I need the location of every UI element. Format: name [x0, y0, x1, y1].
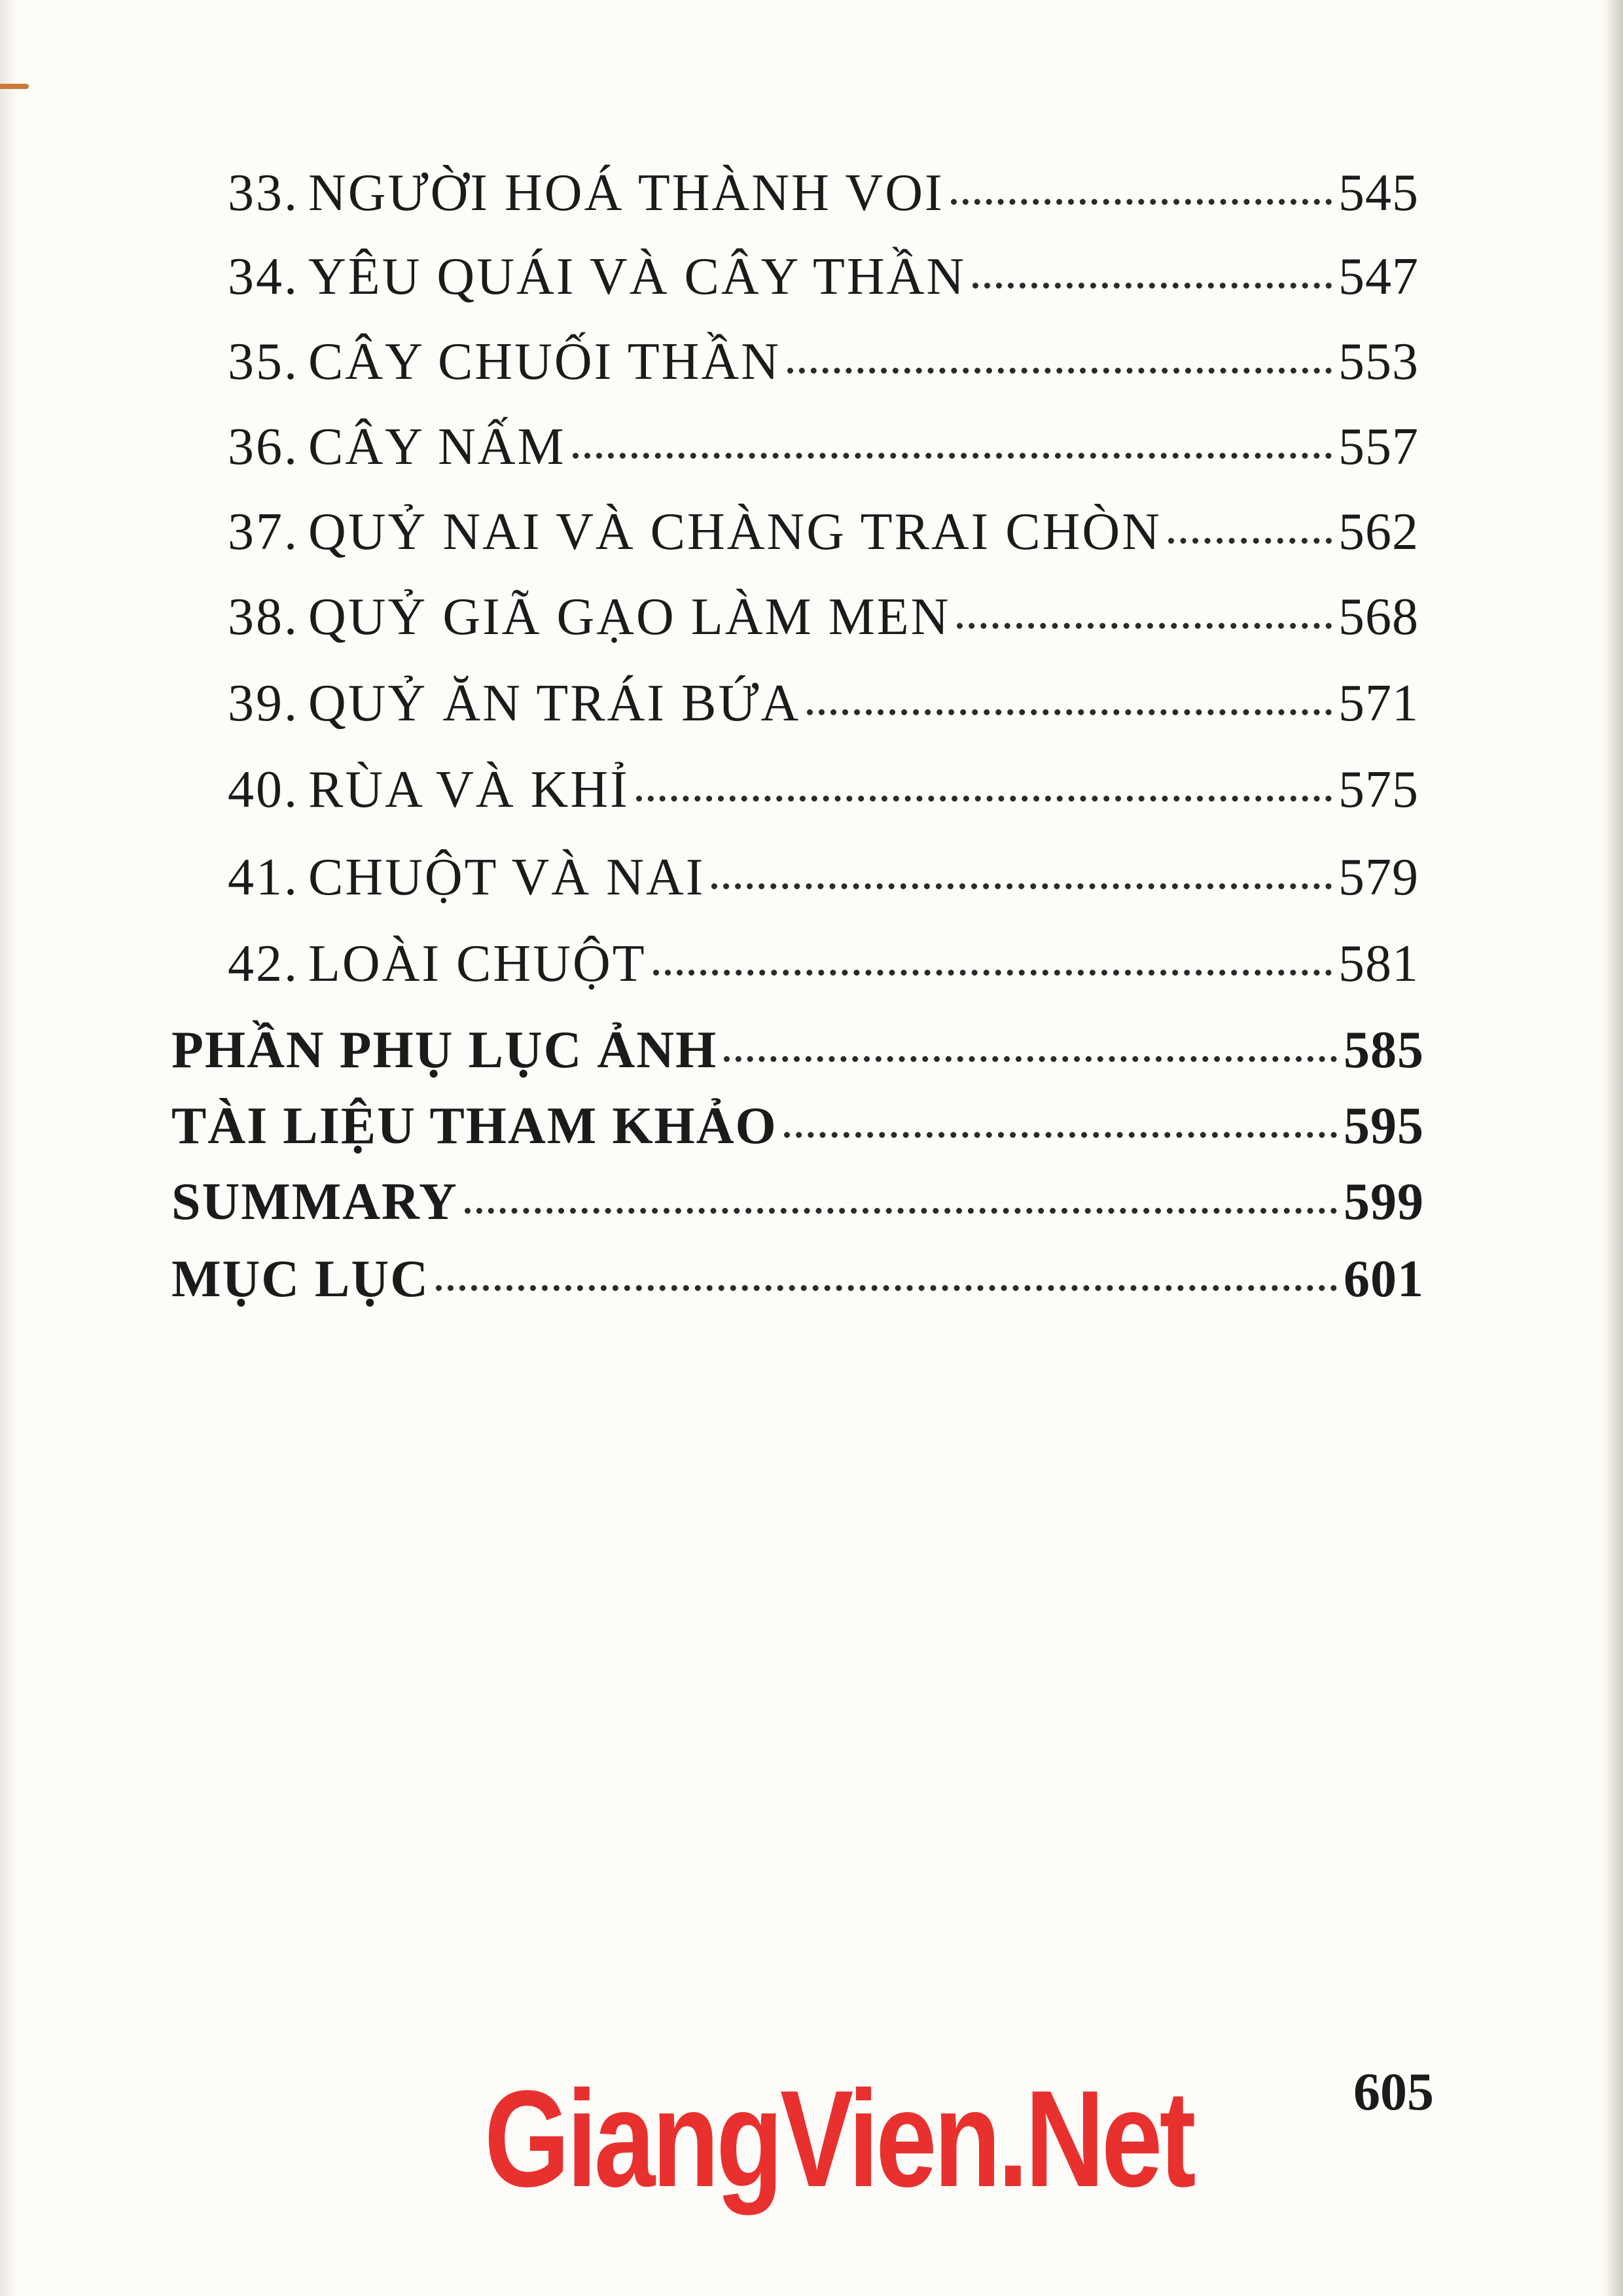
toc-entry-33	[228, 164, 1419, 223]
toc-entry-41	[228, 848, 1419, 908]
dot-leader	[972, 283, 1332, 289]
page-edge-mark	[0, 84, 29, 89]
entry-number: 35.	[228, 333, 299, 391]
toc-section-contents	[171, 1250, 1424, 1309]
dot-leader	[573, 453, 1332, 459]
section-title: PHẦN PHỤ LỤC ẢNH	[171, 1021, 718, 1079]
toc-section-summary	[171, 1173, 1424, 1232]
entry-title: CÂY NẤM	[308, 418, 566, 476]
entry-page-number: 571	[1338, 675, 1419, 732]
entry-title: CÂY CHUỐI THẦN	[308, 333, 781, 391]
toc-entry-34	[228, 247, 1419, 307]
entry-number: 40.	[228, 761, 299, 819]
entry-number: 33.	[228, 164, 299, 222]
toc-entry-39	[228, 674, 1419, 733]
page-number: 605	[1353, 2062, 1434, 2121]
toc-section-references	[171, 1097, 1424, 1156]
entry-number: 42.	[228, 935, 299, 993]
entry-page-number: 557	[1338, 418, 1419, 476]
entry-number: 37.	[228, 503, 299, 561]
entry-title: YÊU QUÁI VÀ CÂY THẦN	[308, 248, 967, 306]
dot-leader	[1168, 538, 1332, 544]
toc-entry-40	[228, 760, 1419, 820]
dot-leader	[957, 623, 1332, 629]
entry-page-number: 575	[1338, 761, 1419, 819]
toc-section-photo-appendix	[171, 1021, 1424, 1080]
entry-number: 36.	[228, 418, 299, 476]
entry-title: RÙA VÀ KHỈ	[308, 761, 630, 819]
toc-entry-35	[228, 332, 1419, 392]
entry-number: 39.	[228, 675, 299, 732]
section-title: SUMMARY	[171, 1173, 458, 1231]
entry-page-number: 553	[1338, 333, 1419, 391]
entry-title: QUỶ NAI VÀ CHÀNG TRAI CHÒN	[308, 503, 1162, 561]
entry-page-number: 579	[1338, 849, 1419, 906]
dot-leader	[653, 970, 1332, 976]
section-page-number: 599	[1344, 1173, 1424, 1231]
section-page-number: 585	[1344, 1021, 1424, 1079]
entry-page-number: 581	[1338, 935, 1419, 993]
entry-title: LOÀI CHUỘT	[308, 935, 647, 993]
page-left-edge	[0, 0, 17, 2296]
section-title: MỤC LỤC	[171, 1250, 429, 1308]
entry-number: 34.	[228, 248, 299, 306]
section-page-number: 595	[1344, 1097, 1424, 1155]
toc-entry-38	[228, 588, 1419, 647]
entry-number: 41.	[228, 849, 299, 906]
dot-leader	[784, 1132, 1337, 1138]
toc-entry-42	[228, 934, 1419, 994]
entry-page-number: 562	[1338, 503, 1419, 561]
dot-leader	[636, 796, 1332, 802]
entry-page-number: 568	[1338, 588, 1419, 646]
dot-leader	[951, 199, 1332, 205]
entry-page-number: 547	[1338, 248, 1419, 306]
dot-leader	[724, 1056, 1337, 1062]
entry-title: QUỶ ĂN TRÁI BỨA	[308, 675, 801, 732]
dot-leader	[465, 1208, 1337, 1214]
entry-number: 38.	[228, 588, 299, 646]
dot-leader	[807, 709, 1332, 715]
entry-title: NGƯỜI HOÁ THÀNH VOI	[308, 164, 944, 222]
dot-leader	[711, 883, 1332, 889]
section-title: TÀI LIỆU THAM KHẢO	[171, 1097, 777, 1155]
dot-leader	[787, 368, 1332, 374]
page-right-edge	[1601, 0, 1623, 2296]
toc-entry-37	[228, 503, 1419, 562]
dot-leader	[436, 1285, 1337, 1291]
entry-page-number: 545	[1338, 164, 1419, 222]
toc-entry-36	[228, 417, 1419, 477]
entry-title: CHUỘT VÀ NAI	[308, 849, 705, 906]
entry-title: QUỶ GIÃ GẠO LÀM MEN	[308, 588, 951, 646]
section-page-number: 601	[1344, 1250, 1424, 1308]
watermark-logo: GiangVien.Net	[484, 2062, 1193, 2216]
